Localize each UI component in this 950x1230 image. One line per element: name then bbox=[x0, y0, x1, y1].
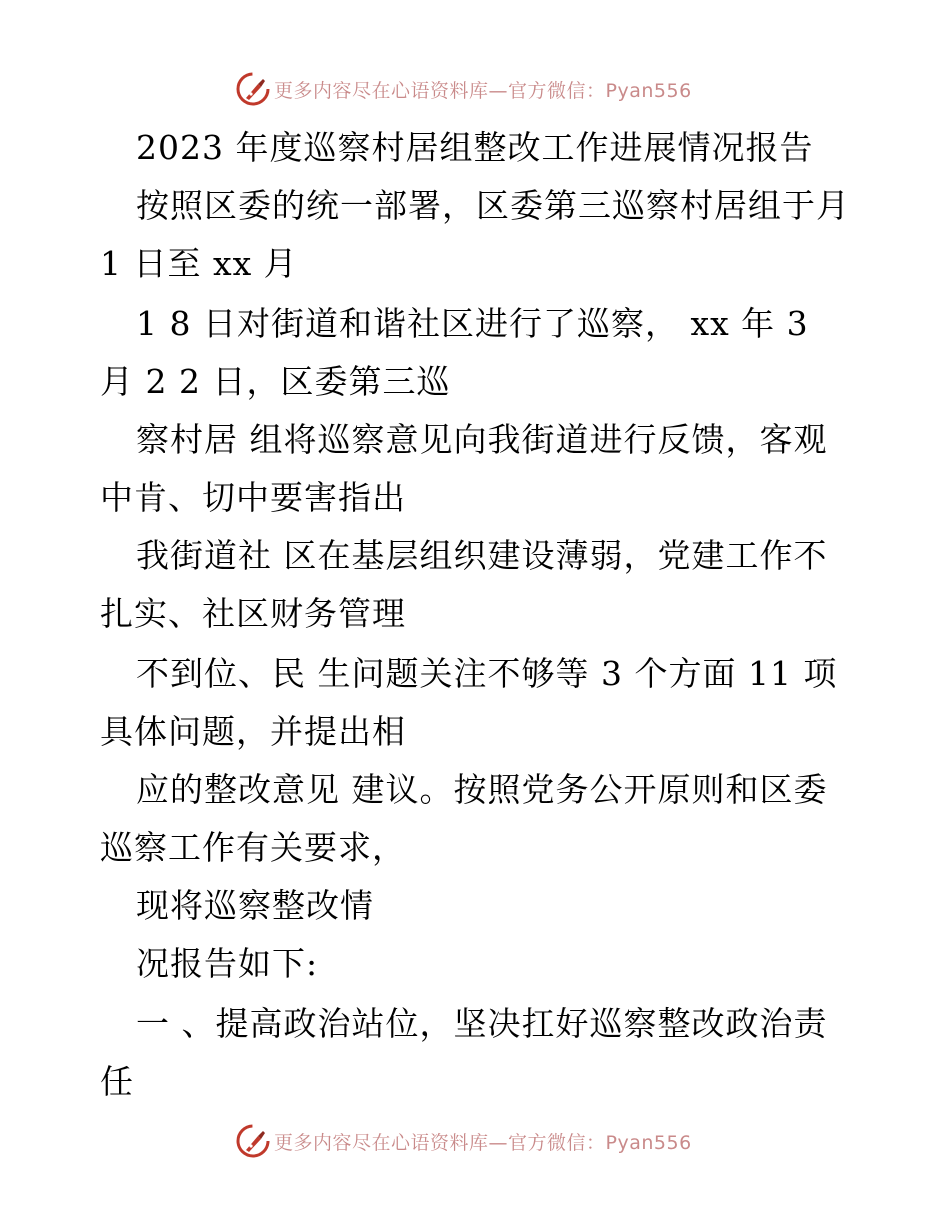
paragraph-line: 按照区委的统一部署，区委第三巡察村居组于月 bbox=[136, 186, 850, 225]
watermark-text: 更多内容尽在心语资料库—官方微信：Pyan556 bbox=[274, 1131, 692, 1154]
paragraph-line: 况报告如下: bbox=[136, 944, 319, 983]
paragraph-line: 现将巡察整改情 bbox=[136, 886, 374, 925]
paragraph-line: 1 日至 xx 月 bbox=[100, 244, 298, 283]
watermark-header bbox=[236, 72, 692, 106]
section-heading: 一 、提高政治站位，坚决扛好巡察整改政治责 bbox=[136, 1004, 828, 1043]
paragraph-line: 察村居 组将巡察意见向我街道进行反馈，客观 bbox=[136, 420, 828, 459]
watermark-footer bbox=[236, 1124, 692, 1158]
doc-title: 2023 年度巡察村居组整改工作进展情况报告 bbox=[136, 128, 814, 167]
paragraph-line: 中肯、切中要害指出 bbox=[100, 478, 406, 517]
paragraph-line: 巡察工作有关要求， bbox=[100, 828, 406, 867]
paragraph-line: 扎实、社区财务管理 bbox=[100, 594, 406, 633]
section-heading-continuation: 任 bbox=[100, 1062, 134, 1101]
paragraph-line: 具体问题，并提出相 bbox=[100, 712, 406, 751]
paragraph-line: 月 2 2 日，区委第三巡 bbox=[100, 362, 451, 401]
paragraph-line: 应的整改意见 建议。按照党务公开原则和区委 bbox=[136, 770, 828, 809]
fountain-pen-logo-icon bbox=[236, 1124, 270, 1158]
paragraph-line: 1 8 日对街道和谐社区进行了巡察， xx 年 3 bbox=[136, 304, 809, 343]
watermark-text: 更多内容尽在心语资料库—官方微信：Pyan556 bbox=[274, 79, 692, 102]
paragraph-line: 我街道社 区在基层组织建设薄弱，党建工作不 bbox=[136, 536, 828, 575]
fountain-pen-logo-icon bbox=[236, 72, 270, 106]
paragraph-line: 不到位、民 生问题关注不够等 3 个方面 11 项 bbox=[136, 654, 838, 693]
